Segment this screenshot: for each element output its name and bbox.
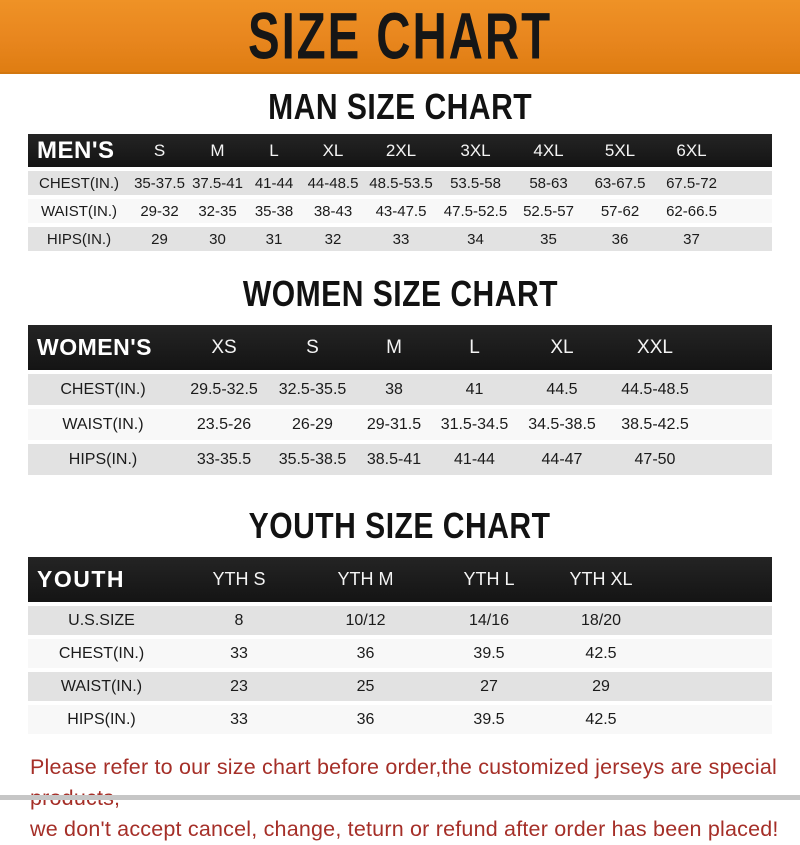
- spacer-cell: [702, 325, 772, 370]
- spacer-cell: [652, 557, 772, 602]
- size-cell: 32.5-35.5: [270, 374, 355, 405]
- size-chart-banner: [0, 0, 800, 74]
- column-header: L: [433, 325, 516, 370]
- size-cell: 38-43: [302, 199, 364, 223]
- size-cell: 42.5: [550, 639, 652, 668]
- women-waist-row: [28, 409, 772, 440]
- column-header: 3XL: [438, 134, 513, 167]
- size-cell: 33-35.5: [178, 444, 270, 475]
- size-cell: 42.5: [550, 705, 652, 734]
- banner-title: SIZE CHART: [248, 0, 552, 73]
- size-cell: 23.5-26: [178, 409, 270, 440]
- women-table-title-cell: WOMEN'S: [28, 325, 178, 370]
- disclaimer-line-2: we don't accept cancel, change, teturn or refund after order has been placed!: [30, 817, 779, 841]
- size-cell: 44-47: [516, 444, 608, 475]
- size-cell: 38.5-42.5: [608, 409, 702, 440]
- size-cell: 41-44: [433, 444, 516, 475]
- size-cell: 10/12: [303, 606, 428, 635]
- men-size-table: [28, 130, 772, 255]
- men-section-heading: MAN SIZE CHART: [267, 85, 533, 128]
- size-cell: 39.5: [428, 639, 550, 668]
- size-cell: 29-32: [130, 199, 189, 223]
- column-header: L: [246, 134, 302, 167]
- size-cell: 53.5-58: [438, 171, 513, 195]
- size-cell: 47-50: [608, 444, 702, 475]
- size-cell: 37: [656, 227, 727, 251]
- youth-chest-row: [28, 639, 772, 668]
- size-cell: 32: [302, 227, 364, 251]
- column-header: M: [355, 325, 433, 370]
- spacer-cell: [702, 374, 772, 405]
- size-cell: 33: [175, 705, 303, 734]
- size-cell: 29-31.5: [355, 409, 433, 440]
- men-section-heading-row: [0, 85, 800, 128]
- size-cell: 35-37.5: [130, 171, 189, 195]
- youth-waist-row: [28, 672, 772, 701]
- youth-table-title-cell: YOUTH: [28, 557, 175, 602]
- size-cell: 44.5-48.5: [608, 374, 702, 405]
- column-header: YTH XL: [550, 557, 652, 602]
- spacer-cell: [727, 199, 772, 223]
- size-cell: 57-62: [584, 199, 656, 223]
- spacer-cell: [727, 171, 772, 195]
- size-cell: 58-63: [513, 171, 584, 195]
- size-cell: 8: [175, 606, 303, 635]
- size-cell: 26-29: [270, 409, 355, 440]
- size-cell: 44-48.5: [302, 171, 364, 195]
- column-header: XL: [516, 325, 608, 370]
- row-label: U.S.SIZE: [28, 606, 175, 635]
- size-cell: 31.5-34.5: [433, 409, 516, 440]
- women-size-table: [28, 321, 772, 479]
- youth-section-heading: YOUTH SIZE CHART: [249, 504, 551, 547]
- women-hips-row: [28, 444, 772, 475]
- youth-size-table: [28, 553, 772, 738]
- column-header: 6XL: [656, 134, 727, 167]
- column-header: M: [189, 134, 246, 167]
- size-cell: 62-66.5: [656, 199, 727, 223]
- size-cell: 23: [175, 672, 303, 701]
- men-waist-row: [28, 199, 772, 223]
- column-header: 4XL: [513, 134, 584, 167]
- row-label: WAIST(IN.): [28, 672, 175, 701]
- size-cell: 27: [428, 672, 550, 701]
- size-cell: 29: [130, 227, 189, 251]
- size-cell: 67.5-72: [656, 171, 727, 195]
- column-header: YTH L: [428, 557, 550, 602]
- column-header: YTH M: [303, 557, 428, 602]
- column-header: S: [130, 134, 189, 167]
- size-cell: 44.5: [516, 374, 608, 405]
- size-cell: 18/20: [550, 606, 652, 635]
- men-table-title-cell: MEN'S: [28, 134, 130, 167]
- youth-header-row: [28, 557, 772, 602]
- size-cell: 36: [303, 639, 428, 668]
- size-cell: 52.5-57: [513, 199, 584, 223]
- size-cell: 35: [513, 227, 584, 251]
- spacer-cell: [652, 672, 772, 701]
- column-header: XS: [178, 325, 270, 370]
- disclaimer-line-1: Please refer to our size chart before order,the customized jerseys are special: [30, 755, 777, 779]
- youth-hips-row: [28, 705, 772, 734]
- column-header: YTH S: [175, 557, 303, 602]
- column-header: 5XL: [584, 134, 656, 167]
- spacer-cell: [727, 227, 772, 251]
- spacer-cell: [727, 134, 772, 167]
- size-cell: 47.5-52.5: [438, 199, 513, 223]
- column-header: 2XL: [364, 134, 438, 167]
- size-cell: 32-35: [189, 199, 246, 223]
- column-header: XL: [302, 134, 364, 167]
- size-cell: 35.5-38.5: [270, 444, 355, 475]
- men-hips-row: [28, 227, 772, 251]
- row-label: CHEST(IN.): [28, 374, 178, 405]
- row-label: WAIST(IN.): [28, 409, 178, 440]
- women-section-heading: WOMEN SIZE CHART: [242, 272, 558, 315]
- column-header: S: [270, 325, 355, 370]
- size-cell: 37.5-41: [189, 171, 246, 195]
- spacer-cell: [652, 606, 772, 635]
- row-label: HIPS(IN.): [28, 705, 175, 734]
- size-cell: 33: [175, 639, 303, 668]
- size-cell: 25: [303, 672, 428, 701]
- size-cell: 34: [438, 227, 513, 251]
- row-label: CHEST(IN.): [28, 639, 175, 668]
- spacer-cell: [652, 639, 772, 668]
- women-chest-row: [28, 374, 772, 405]
- row-label: HIPS(IN.): [28, 227, 130, 251]
- size-cell: 39.5: [428, 705, 550, 734]
- size-cell: 38: [355, 374, 433, 405]
- row-label: HIPS(IN.): [28, 444, 178, 475]
- women-header-row: [28, 325, 772, 370]
- size-cell: 43-47.5: [364, 199, 438, 223]
- size-cell: 48.5-53.5: [364, 171, 438, 195]
- size-cell: 41: [433, 374, 516, 405]
- spacer-cell: [702, 409, 772, 440]
- women-section-heading-row: [0, 272, 800, 315]
- row-label: CHEST(IN.): [28, 171, 130, 195]
- column-header: XXL: [608, 325, 702, 370]
- size-cell: 33: [364, 227, 438, 251]
- spacer-cell: [702, 444, 772, 475]
- youth-ussize-row: [28, 606, 772, 635]
- men-header-row: [28, 134, 772, 167]
- row-label: WAIST(IN.): [28, 199, 130, 223]
- spacer-cell: [652, 705, 772, 734]
- men-chest-row: [28, 171, 772, 195]
- youth-section-heading-row: [0, 504, 800, 547]
- size-cell: 36: [303, 705, 428, 734]
- size-cell: 14/16: [428, 606, 550, 635]
- size-cell: 63-67.5: [584, 171, 656, 195]
- photo-edge-strip: [0, 795, 800, 800]
- size-cell: 41-44: [246, 171, 302, 195]
- size-cell: 29: [550, 672, 652, 701]
- size-cell: 29.5-32.5: [178, 374, 270, 405]
- size-cell: 30: [189, 227, 246, 251]
- size-cell: 31: [246, 227, 302, 251]
- size-cell: 34.5-38.5: [516, 409, 608, 440]
- size-cell: 36: [584, 227, 656, 251]
- size-cell: 35-38: [246, 199, 302, 223]
- size-cell: 38.5-41: [355, 444, 433, 475]
